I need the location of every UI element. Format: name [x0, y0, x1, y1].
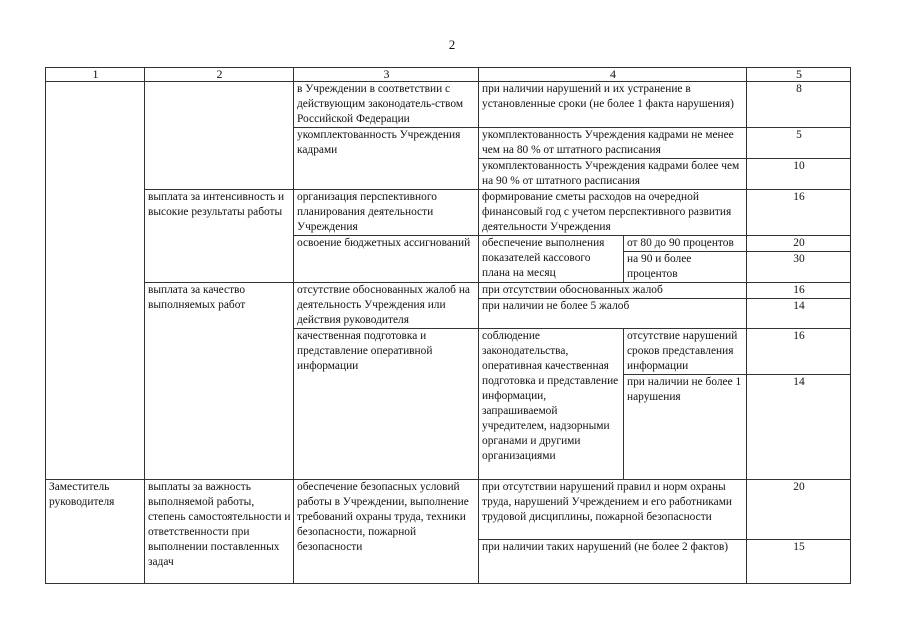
indicator-cell: укомплектованность Учреждения кадрами	[294, 128, 479, 190]
criterion-cell: при отсутствии нарушений правил и норм охраны труда, нарушений Учреждением и его работниками трудовой дисциплины, пожарной безопасности	[479, 480, 747, 540]
payment-cell: выплата за качество выполняемых работ	[145, 283, 294, 480]
page-number: 2	[448, 37, 456, 52]
indicator-cell: обеспечение безопасных условий работы в Учреждении, выполнение требований охраны труда, техники безопасности, пожарной безопасности	[294, 480, 479, 584]
payment-cell-empty	[145, 82, 294, 190]
table-row	[46, 480, 851, 540]
header-col-3: 3	[294, 68, 479, 82]
payment-cell: выплаты за важность выполняемой работы, степень самостоятельности и ответственности при выполнении поставленных задач	[145, 480, 294, 584]
table-row	[46, 283, 851, 299]
table-row	[46, 190, 851, 236]
header-col-2: 2	[145, 68, 294, 82]
header-row	[46, 68, 851, 82]
table-row	[46, 82, 851, 128]
sub-criterion-cell: отсутствие нарушений сроков представления информации	[624, 329, 747, 375]
position-cell: Заместитель руководителя	[46, 480, 145, 584]
indicator-cell: отсутствие обоснованных жалоб на деятельность Учреждения или действия руководителя	[294, 283, 479, 329]
criterion-cell: формирование сметы расходов на очередной финансовый год с учетом перспективного развития деятельности Учреждения	[479, 190, 747, 236]
header-col-1: 1	[46, 68, 145, 82]
criterion-cell: укомплектованность Учреждения кадрами не менее чем на 80 % от штатного расписания	[479, 128, 747, 159]
points-cell: 16	[747, 329, 851, 375]
indicator-cell: в Учреждении в соответствии с действующим законодатель-ством Российской Федерации	[294, 82, 479, 128]
criterion-cell: при отсутствии обоснованных жалоб	[479, 283, 747, 299]
points-cell: 20	[747, 480, 851, 540]
criterion-cell: обеспечение выполнения показателей кассового плана на месяц	[479, 236, 624, 283]
indicator-cell: освоение бюджетных ассигнований	[294, 236, 479, 283]
indicator-cell: организация перспективного планирования деятельности Учреждения	[294, 190, 479, 236]
points-cell: 14	[747, 299, 851, 329]
position-cell-empty	[46, 82, 145, 480]
points-cell: 15	[747, 540, 851, 584]
points-cell: 8	[747, 82, 851, 128]
sub-criterion-cell: от 80 до 90 процентов	[624, 236, 747, 252]
header-col-5: 5	[747, 68, 851, 82]
indicator-cell: качественная подготовка и представление оперативной информации	[294, 329, 479, 480]
criterion-cell: укомплектованность Учреждения кадрами более чем на 90 % от штатного расписания	[479, 159, 747, 190]
points-cell: 10	[747, 159, 851, 190]
payments-table	[45, 67, 851, 584]
sub-criterion-cell: при наличии не более 1 нарушения	[624, 375, 747, 480]
criterion-cell: при наличии нарушений и их устранение в установленные сроки (не более 1 факта нарушения)	[479, 82, 747, 128]
sub-criterion-cell: на 90 и более процентов	[624, 252, 747, 283]
points-cell: 16	[747, 283, 851, 299]
criterion-cell: при наличии не более 5 жалоб	[479, 299, 747, 329]
payment-cell: выплата за интенсивность и высокие результаты работы	[145, 190, 294, 283]
criterion-cell: при наличии таких нарушений (не более 2 фактов)	[479, 540, 747, 584]
criterion-cell: соблюдение законодательства, оперативная качественная подготовка и представление информации, запрашиваемой учредителем, надзорными органами и другими организациями	[479, 329, 624, 480]
header-col-4: 4	[479, 68, 747, 82]
points-cell: 30	[747, 252, 851, 283]
points-cell: 16	[747, 190, 851, 236]
points-cell: 14	[747, 375, 851, 480]
points-cell: 20	[747, 236, 851, 252]
points-cell: 5	[747, 128, 851, 159]
